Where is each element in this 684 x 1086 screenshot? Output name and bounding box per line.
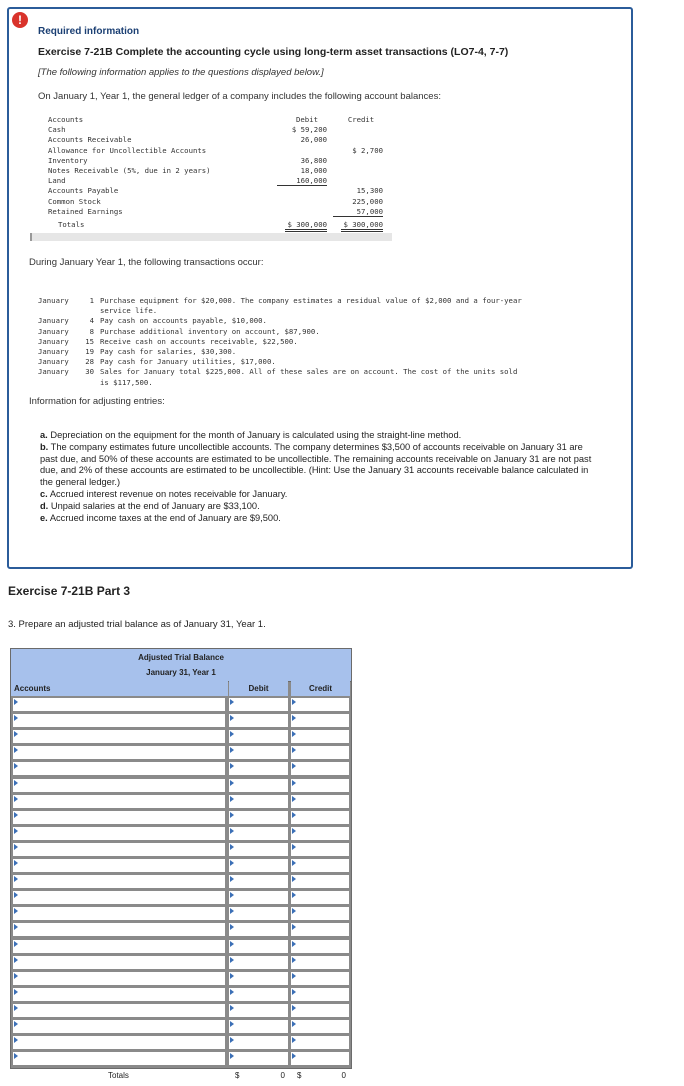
debit-input[interactable] — [229, 714, 288, 727]
account-input[interactable] — [13, 827, 225, 840]
dropdown-marker-icon — [292, 1037, 296, 1043]
dropdown-marker-icon — [14, 844, 18, 850]
dropdown-marker-icon — [14, 876, 18, 882]
account-input[interactable] — [13, 746, 225, 759]
dropdown-marker-icon — [230, 892, 234, 898]
account-input[interactable] — [13, 875, 225, 888]
debit-input[interactable] — [229, 859, 288, 872]
adjusted-trial-balance-worksheet — [10, 648, 352, 1081]
worksheet-title: Adjusted Trial Balance — [138, 653, 224, 662]
credit-input[interactable] — [291, 923, 349, 936]
debit-input[interactable] — [229, 972, 288, 985]
credit-input[interactable] — [291, 746, 349, 759]
balance-account: Inventory — [48, 155, 88, 165]
transaction-text-cont: service life. — [100, 306, 158, 316]
credit-input[interactable] — [291, 972, 349, 985]
total-debit-value: 0 — [280, 1071, 285, 1081]
worksheet-date: January 31, Year 1 — [146, 668, 216, 677]
part-instruction: 3. Prepare an adjusted trial balance as of January 31, Year 1. — [8, 619, 266, 630]
debit-input[interactable] — [229, 779, 288, 792]
dropdown-marker-icon — [14, 731, 18, 737]
dropdown-marker-icon — [292, 812, 296, 818]
debit-input[interactable] — [229, 746, 288, 759]
balance-account: Common Stock — [48, 196, 101, 206]
account-input[interactable] — [13, 923, 225, 936]
part-title: Exercise 7-21B Part 3 — [8, 584, 131, 598]
dropdown-marker-icon — [292, 731, 296, 737]
debit-input[interactable] — [229, 795, 288, 808]
balance-credit: 225,000 — [352, 196, 383, 206]
accounts-column-header: Accounts — [11, 681, 228, 696]
account-input[interactable] — [13, 891, 225, 904]
dropdown-marker-icon — [230, 731, 234, 737]
credit-input[interactable] — [291, 827, 349, 840]
credit-input[interactable] — [291, 811, 349, 824]
balance-account: Retained Earnings — [48, 206, 123, 216]
total-credit-symbol: $ — [297, 1071, 302, 1081]
account-input[interactable] — [13, 1004, 225, 1017]
transaction-month: January — [38, 347, 69, 356]
transaction-text: Receive cash on accounts receivable, $22,500. — [100, 336, 298, 346]
dropdown-marker-icon — [14, 989, 18, 995]
credit-input[interactable] — [291, 795, 349, 808]
balance-credit: 15,300 — [356, 186, 383, 196]
dropdown-marker-icon — [292, 1053, 296, 1059]
balance-credit: 57,000 — [333, 207, 383, 217]
account-input[interactable] — [13, 1036, 225, 1049]
credit-input[interactable] — [291, 779, 349, 792]
balance-account: Land — [48, 176, 66, 186]
account-input[interactable] — [13, 843, 225, 856]
dropdown-marker-icon — [14, 860, 18, 866]
credit-input[interactable] — [291, 956, 349, 969]
dropdown-marker-icon — [292, 1005, 296, 1011]
balance-credit: $ 2,700 — [352, 145, 383, 155]
debit-input[interactable] — [229, 891, 288, 904]
account-input[interactable] — [13, 795, 225, 808]
worksheet-header — [11, 649, 351, 682]
credit-input[interactable] — [291, 762, 349, 775]
credit-input[interactable] — [291, 875, 349, 888]
credit-column-header: Credit — [291, 681, 350, 696]
dropdown-marker-icon — [14, 973, 18, 979]
dropdown-marker-icon — [292, 747, 296, 753]
transactions-heading: During January Year 1, the following transactions occur: — [29, 257, 264, 268]
transaction-text: Purchase additional inventory on account, $87,900. — [100, 326, 320, 336]
transaction-text: Sales for January total $225,000. All of these sales are on account. The cost of the units sold — [100, 367, 518, 377]
dropdown-marker-icon — [14, 780, 18, 786]
dropdown-marker-icon — [292, 1021, 296, 1027]
transaction-day: 28 — [85, 357, 94, 367]
credit-input[interactable] — [291, 714, 349, 727]
debit-input[interactable] — [229, 843, 288, 856]
debit-input[interactable] — [229, 762, 288, 775]
transaction-month: January — [38, 316, 69, 326]
transaction-text: Purchase equipment for $20,000. The company estimates a residual value of $2,000 and a four-year — [100, 296, 522, 305]
transaction-month: January — [38, 357, 69, 367]
debit-input[interactable] — [229, 923, 288, 936]
total-credit-value: 0 — [341, 1071, 346, 1081]
dropdown-marker-icon — [230, 796, 234, 802]
debit-input[interactable] — [229, 956, 288, 969]
dropdown-marker-icon — [14, 941, 18, 947]
debit-input[interactable] — [229, 907, 288, 920]
debit-input[interactable] — [229, 1020, 288, 1033]
dropdown-marker-icon — [14, 892, 18, 898]
transaction-day: 19 — [85, 347, 94, 356]
credit-input[interactable] — [291, 698, 349, 711]
dropdown-marker-icon — [230, 1037, 234, 1043]
dropdown-marker-icon — [230, 763, 234, 769]
credit-input[interactable] — [291, 1036, 349, 1049]
debit-header: Debit — [296, 115, 318, 124]
account-input[interactable] — [13, 698, 225, 711]
horizontal-scrollbar[interactable] — [30, 233, 392, 241]
dropdown-marker-icon — [14, 763, 18, 769]
transaction-day: 30 — [85, 367, 94, 377]
balance-debit: 36,800 — [300, 155, 327, 165]
dropdown-marker-icon — [14, 796, 18, 802]
account-input[interactable] — [13, 859, 225, 872]
required-info-label: Required information — [38, 26, 140, 37]
dropdown-marker-icon — [292, 924, 296, 930]
dropdown-marker-icon — [14, 828, 18, 834]
dropdown-marker-icon — [230, 941, 234, 947]
account-input[interactable] — [13, 811, 225, 824]
account-input[interactable] — [13, 714, 225, 727]
credit-input[interactable] — [291, 891, 349, 904]
debit-input[interactable] — [229, 875, 288, 888]
transaction-month: January — [38, 336, 69, 346]
transaction-text-cont: is $117,500. — [100, 377, 153, 387]
dropdown-marker-icon — [14, 699, 18, 705]
adjusting-entry-letter: e. — [40, 512, 48, 523]
credit-input[interactable] — [291, 843, 349, 856]
transaction-day: 15 — [85, 336, 94, 346]
account-input[interactable] — [13, 1020, 225, 1033]
dropdown-marker-icon — [230, 908, 234, 914]
balance-account: Accounts Receivable — [48, 135, 132, 145]
transaction-day: 4 — [89, 316, 94, 326]
dropdown-marker-icon — [230, 747, 234, 753]
account-input[interactable] — [13, 762, 225, 775]
account-input[interactable] — [13, 940, 225, 953]
dropdown-marker-icon — [292, 699, 296, 705]
dropdown-marker-icon — [230, 989, 234, 995]
dropdown-marker-icon — [14, 908, 18, 914]
adjusting-entry-text: The company estimates future uncollectible accounts. The company determines $3,500 of accounts receivable on January 31 are past due, and 50% of these accounts are estimated to be uncollectible. The remaining accounts receivable on January 31 are not past due, and 2% of these accounts are estimated to be uncollectible. (Hint: Use the January 31 accounts receivable balance calculated in the general ledger.) — [40, 441, 592, 488]
balance-debit: $ 59,200 — [291, 125, 327, 135]
adjusting-entry — [40, 501, 600, 513]
dropdown-marker-icon — [292, 876, 296, 882]
credit-input[interactable] — [291, 730, 349, 743]
adjusting-entry-text: Depreciation on the equipment for the month of January is calculated using the straight-line method. — [47, 430, 462, 440]
balance-total-debit: $ 300,000 — [285, 220, 327, 232]
dropdown-marker-icon — [230, 699, 234, 705]
account-input[interactable] — [13, 956, 225, 969]
adjusting-heading: Information for adjusting entries: — [29, 396, 165, 407]
credit-input[interactable] — [291, 859, 349, 872]
dropdown-marker-icon — [292, 715, 296, 721]
transaction-text: Pay cash on accounts payable, $10,000. — [100, 316, 267, 326]
dropdown-marker-icon — [292, 957, 296, 963]
dropdown-marker-icon — [230, 876, 234, 882]
alert-icon: ! — [12, 12, 28, 28]
debit-input[interactable] — [229, 988, 288, 1001]
dropdown-marker-icon — [14, 1021, 18, 1027]
dropdown-marker-icon — [14, 747, 18, 753]
dropdown-marker-icon — [292, 796, 296, 802]
balance-account: Allowance for Uncollectible Accounts — [48, 145, 207, 155]
debit-input[interactable] — [229, 827, 288, 840]
dropdown-marker-icon — [292, 989, 296, 995]
dropdown-marker-icon — [230, 957, 234, 963]
dropdown-marker-icon — [292, 780, 296, 786]
transaction-month: January — [38, 326, 69, 336]
transaction-text: Pay cash for salaries, $30,300. — [100, 347, 237, 356]
adjusting-entry-letter: b. — [40, 441, 49, 452]
transaction-month: January — [38, 367, 69, 377]
debit-input[interactable] — [229, 1036, 288, 1049]
adjusting-entry-letter: c. — [40, 488, 48, 499]
dropdown-marker-icon — [230, 924, 234, 930]
total-debit-symbol: $ — [235, 1071, 240, 1081]
dropdown-marker-icon — [230, 812, 234, 818]
dropdown-marker-icon — [230, 715, 234, 721]
balance-total-credit: $ 300,000 — [341, 220, 383, 232]
balance-debit: 160,000 — [277, 176, 327, 186]
dropdown-marker-icon — [230, 780, 234, 786]
account-input[interactable] — [13, 1052, 225, 1065]
credit-input[interactable] — [291, 1004, 349, 1017]
debit-input[interactable] — [229, 730, 288, 743]
dropdown-marker-icon — [292, 973, 296, 979]
adjusting-entry-text: Accrued income taxes at the end of January are $9,500. — [47, 512, 281, 523]
dropdown-marker-icon — [292, 844, 296, 850]
adjusting-entry-letter: a. — [40, 430, 48, 440]
adjusting-entry — [40, 489, 600, 501]
dropdown-marker-icon — [14, 812, 18, 818]
adjusting-entry — [40, 442, 600, 489]
adjusting-entry-text: Accrued interest revenue on notes receivable for January. — [47, 488, 288, 499]
totals-label — [13, 1069, 225, 1083]
dropdown-marker-icon — [230, 1021, 234, 1027]
transaction-text: Pay cash for January utilities, $17,000. — [100, 357, 276, 367]
balance-account: Accounts Payable — [48, 186, 119, 196]
balance-account: Notes Receivable (5%, due in 2 years) — [48, 166, 211, 175]
transaction-day: 8 — [89, 326, 94, 336]
account-input[interactable] — [13, 730, 225, 743]
total-debit — [229, 1069, 288, 1083]
dropdown-marker-icon — [292, 941, 296, 947]
account-input[interactable] — [13, 779, 225, 792]
dropdown-marker-icon — [230, 844, 234, 850]
dropdown-marker-icon — [14, 1037, 18, 1043]
adjusting-entry-text: Unpaid salaries at the end of January are $33,100. — [48, 500, 260, 511]
credit-input[interactable] — [291, 940, 349, 953]
debit-input[interactable] — [229, 1052, 288, 1065]
dropdown-marker-icon — [292, 908, 296, 914]
credit-input[interactable] — [291, 1052, 349, 1065]
account-input[interactable] — [13, 972, 225, 985]
credit-input[interactable] — [291, 1020, 349, 1033]
dropdown-marker-icon — [230, 860, 234, 866]
dropdown-marker-icon — [14, 715, 18, 721]
debit-input[interactable] — [229, 811, 288, 824]
adjusting-entry — [40, 430, 600, 442]
dropdown-marker-icon — [292, 828, 296, 834]
dropdown-marker-icon — [230, 1053, 234, 1059]
adjusting-entry-letter: d. — [40, 500, 49, 511]
account-input[interactable] — [13, 907, 225, 920]
transaction-month: January — [38, 296, 69, 305]
balance-debit: 26,000 — [300, 135, 327, 145]
balance-totals-label: Totals — [58, 220, 85, 229]
total-credit — [291, 1069, 349, 1083]
dropdown-marker-icon — [230, 973, 234, 979]
intro-text: On January 1, Year 1, the general ledger of a company includes the following account balances: — [38, 91, 441, 102]
debit-input[interactable] — [229, 940, 288, 953]
dropdown-marker-icon — [14, 1005, 18, 1011]
transaction-day: 1 — [89, 296, 94, 305]
credit-header: Credit — [347, 115, 375, 124]
debit-input[interactable] — [229, 698, 288, 711]
dropdown-marker-icon — [292, 763, 296, 769]
adjusting-entries-list — [40, 430, 600, 524]
dropdown-marker-icon — [14, 957, 18, 963]
adjusting-entry — [40, 513, 600, 525]
applies-note: [The following information applies to the questions displayed below.] — [38, 67, 324, 78]
balance-debit: 18,000 — [300, 166, 327, 175]
credit-input[interactable] — [291, 907, 349, 920]
dropdown-marker-icon — [292, 892, 296, 898]
debit-input[interactable] — [229, 1004, 288, 1017]
balance-account: Cash — [48, 125, 66, 135]
dropdown-marker-icon — [14, 1053, 18, 1059]
totals-label-text: Totals — [108, 1071, 129, 1081]
dropdown-marker-icon — [230, 828, 234, 834]
dropdown-marker-icon — [230, 1005, 234, 1011]
credit-input[interactable] — [291, 988, 349, 1001]
debit-column-header: Debit — [229, 681, 288, 696]
exercise-title: Exercise 7-21B Complete the accounting cycle using long-term asset transactions (LO7-4, 7-7) — [38, 46, 509, 58]
account-input[interactable] — [13, 988, 225, 1001]
accounts-header: Accounts — [48, 115, 84, 124]
dropdown-marker-icon — [14, 924, 18, 930]
dropdown-marker-icon — [292, 860, 296, 866]
